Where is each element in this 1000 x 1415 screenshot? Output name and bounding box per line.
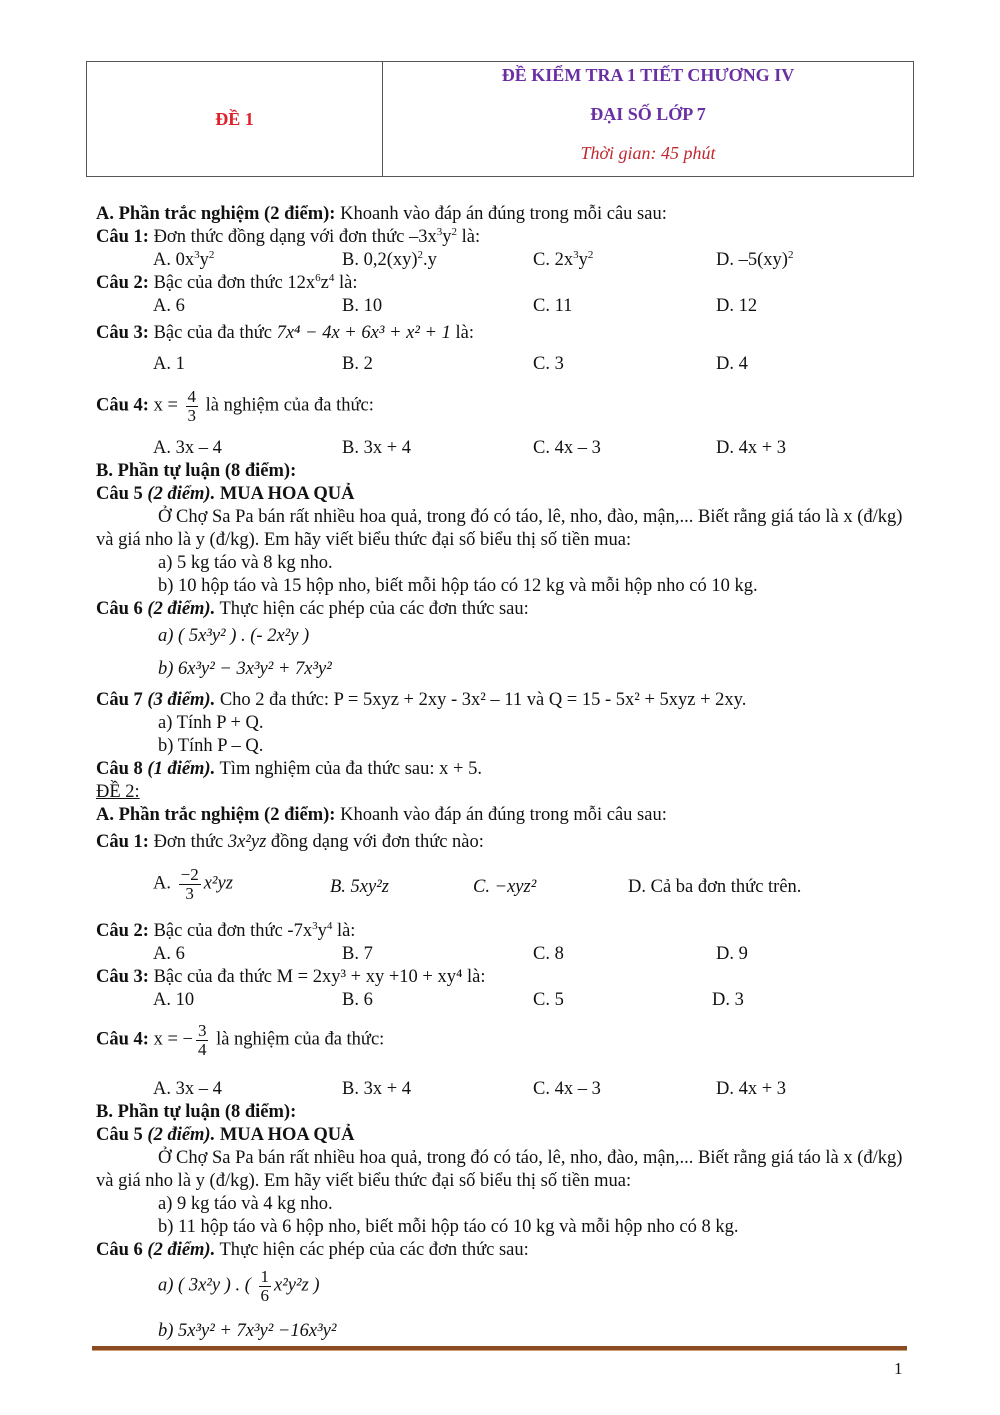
de2-q3-stem: Câu 3: Bậc của đa thức M = 2xy³ + xy +10 + xy⁴ là: — [96, 967, 486, 987]
de2-q5-heading: Câu 5 (2 điểm). MUA HOA QUẢ — [96, 1125, 355, 1145]
de2-q4-stem: Câu 4: x = − $\frac{3}{4}$ là nghiệm của đa thức: — [96, 1021, 385, 1059]
de2-q2-options: A. 6 B. 7 C. 8 D. 9 — [153, 944, 748, 964]
de1-q6-b: b) 6x³y² − 3x³y² + 7x³y² — [158, 659, 332, 679]
exam-title: ĐỀ KIỂM TRA 1 TIẾT CHƯƠNG IV — [501, 65, 795, 85]
de1-q7-b: b) Tính P – Q. — [158, 736, 264, 756]
de1-q1-option-a: A. $0x^3y^2$ — [153, 249, 215, 270]
de2-q3-options: A. 10 B. 6 C. 5 D. 3 — [153, 990, 744, 1010]
de1-q1-option-b: B. 0,2(xy)$^2$.y — [342, 249, 437, 270]
de2-q5-b: b) 11 hộp táo và 6 hộp nho, biết mỗi hộp táo có 10 kg và mỗi hộp nho có 8 kg. — [158, 1217, 739, 1237]
de1-part-a-heading: A. Phần trắc nghiệm (2 điểm): Khoanh vào đáp án đúng trong mỗi câu sau: — [96, 204, 667, 224]
de1-q5-heading: Câu 5 (2 điểm). MUA HOA QUẢ — [96, 484, 355, 504]
de1-q8: Câu 8 (1 điểm). Tìm nghiệm của đa thức sau: x + 5. — [96, 759, 482, 779]
de1-q1-option-d: D. –5(xy)$^2$ — [716, 249, 794, 270]
de1-q2-stem: Câu 2: Bậc của đơn thức $12x^6z^4$ là: — [96, 272, 358, 293]
de2-q1-option-b: B. 5xy²z — [330, 877, 389, 897]
de1-q5-paragraph: Ở Chợ Sa Pa bán rất nhiều hoa quả, trong đó có táo, lê, nho, đào, mận,... Biết rằng giá táo là x (đ/kg) và giá nho là y (đ/kg). Em hãy viết biểu thức đại số biểu thị số tiền mua: — [96, 507, 903, 550]
exam-subject: ĐẠI SỐ LỚP 7 — [590, 103, 706, 124]
de2-q5-paragraph: Ở Chợ Sa Pa bán rất nhiều hoa quả, trong đó có táo, lê, nho, đào, mận,... Biết rằng giá táo là x (đ/kg) và giá nho là y (đ/kg). Em hãy viết biểu thức đại số biểu thị số tiền mua: — [96, 1148, 903, 1191]
de2-part-b-heading: B. Phần tự luận (8 điểm): — [96, 1102, 297, 1122]
page-number: 1 — [894, 1359, 903, 1378]
de1-q6-heading: Câu 6 (2 điểm). Thực hiện các phép của các đơn thức sau: — [96, 599, 529, 619]
de2-q5-a: a) 9 kg táo và 4 kg nho. — [158, 1194, 333, 1214]
de1-q5-a: a) 5 kg táo và 8 kg nho. — [158, 553, 333, 573]
footer-rule — [92, 1346, 907, 1351]
de2-q1-option-d: D. Cả ba đơn thức trên. — [628, 877, 802, 897]
de2-q1-stem: Câu 1: Đơn thức 3x²yz đồng dạng với đơn thức nào: — [96, 832, 484, 852]
de2-q6-b: b) 5x³y² + 7x³y² −16x³y² — [158, 1321, 337, 1341]
de1-q3-options: A. 1 B. 2 C. 3 D. 4 — [153, 354, 748, 374]
de1-q1-stem: Câu 1: Đơn thức đồng dạng với đơn thức $-3x^3y^2$ là: — [96, 226, 481, 247]
de1-q4-stem: Câu 4: x = $\frac{4}{3}$ là nghiệm của đa thức: — [96, 387, 374, 425]
de2-q1-options — [96, 862, 906, 912]
de1-q1-option-c: C. $2x^3y^2$ — [533, 249, 594, 270]
de2-part-a-heading: A. Phần trắc nghiệm (2 điểm): Khoanh vào đáp án đúng trong mỗi câu sau: — [96, 805, 667, 825]
de1-q2-options: A. 6 B. 10 C. 11 D. 12 — [153, 296, 758, 316]
de1-part-b-heading: B. Phần tự luận (8 điểm): — [96, 461, 297, 481]
exam-code: ĐỀ 1 — [87, 62, 383, 176]
de2-title: ĐỀ 2: — [96, 782, 140, 802]
de1-q7-a: a) Tính P + Q. — [158, 713, 264, 733]
de2-q4-options: A. 3x – 4 B. 3x + 4 C. 4x – 3 D. 4x + 3 — [153, 1079, 787, 1099]
de2-q1-option-a: A. $\frac{-2}{3}$ x²yz — [153, 865, 233, 903]
de1-q7-heading: Câu 7 (3 điểm). Cho 2 đa thức: P = 5xyz + 2xy - 3x² – 11 và Q = 15 - 5x² + 5xyz + 2xy. — [96, 690, 747, 710]
de2-q6-heading: Câu 6 (2 điểm). Thực hiện các phép của các đơn thức sau: — [96, 1240, 529, 1260]
de2-q2-stem: Câu 2: Bậc của đơn thức $-7x^3y^4$ là: — [96, 920, 356, 941]
header-table — [86, 61, 914, 177]
header-title-cell — [383, 62, 913, 176]
de2-q6-a: a) ( 3x²y ) . ( $\frac{1}{6}$ x²y²z ) — [158, 1267, 320, 1305]
de1-q1-options — [96, 249, 906, 272]
exam-time: Thời gian: 45 phút — [580, 142, 716, 163]
exam-content — [96, 203, 906, 1351]
de2-q1-option-c: C. −xyz² — [473, 877, 537, 897]
de1-q6-a: a) ( 5x³y² ) . (- 2x²y ) — [158, 626, 310, 646]
de1-q5-b: b) 10 hộp táo và 15 hộp nho, biết mỗi hộp táo có 12 kg và mỗi hộp nho có 10 kg. — [158, 576, 758, 596]
de1-q4-options: A. 3x – 4 B. 3x + 4 C. 4x – 3 D. 4x + 3 — [153, 438, 787, 458]
de1-q3-stem: Câu 3: Bậc của đa thức 7x⁴ − 4x + 6x³ + x² + 1 là: — [96, 323, 475, 343]
